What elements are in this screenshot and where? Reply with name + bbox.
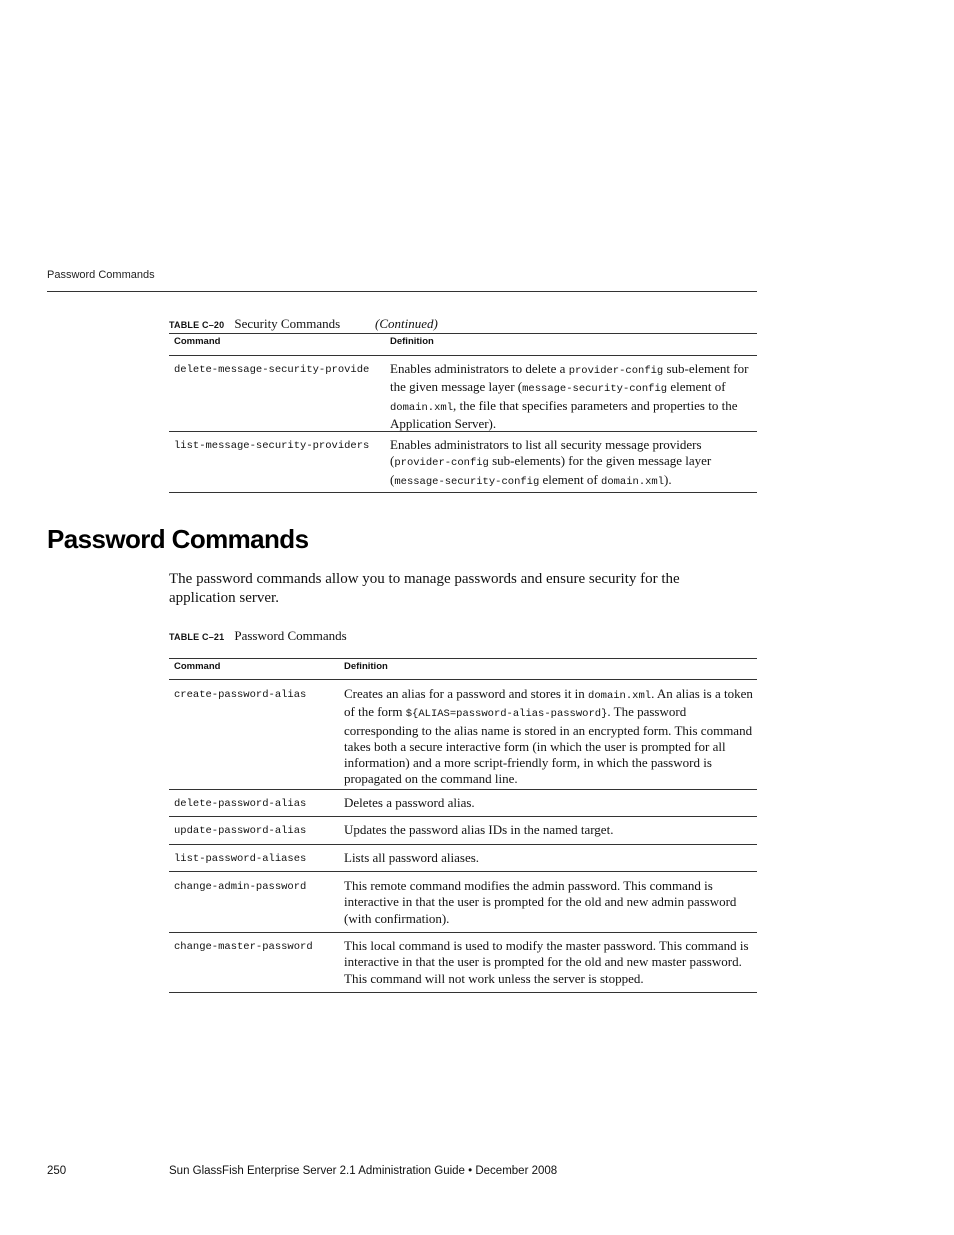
running-header: Password Commands (47, 269, 155, 281)
footer-title: Sun GlassFish Enterprise Server 2.1 Administration Guide • December 2008 (169, 1165, 558, 1177)
footer-page-number: 250 (47, 1165, 67, 1177)
table-c21-row-rule (169, 816, 757, 817)
table-c20-continued: (Continued) (375, 316, 438, 331)
table-c20-row-2-command: list-message-security-providers (174, 440, 370, 452)
header-rule (47, 291, 757, 292)
table-c21-row-4-command: list-password-aliases (174, 853, 307, 865)
table-c21-row-4-definition: Lists all password aliases. (344, 850, 480, 865)
table-c21-row-1-command: create-password-alias (174, 689, 307, 701)
table-c21-row-2-definition: Deletes a password alias. (344, 795, 475, 810)
table-c21-row-3-definition: Updates the password alias IDs in the named target. (344, 822, 614, 837)
table-c21-row-rule (169, 871, 757, 872)
table-c21-header-rule (169, 679, 757, 680)
table-c20-bottom-rule (169, 492, 757, 493)
table-c20-header-definition: Definition (390, 336, 434, 347)
table-c21-row-rule (169, 932, 757, 933)
table-c20-header-command: Command (174, 336, 221, 347)
table-c20-row-rule (169, 431, 757, 432)
table-c21-row-5-definition: This remote command modifies the admin password. This command is interactive in that the user is prompted for the old and new admin password (with confirmation). (344, 878, 737, 926)
table-c20-number: TABLE C–20 (169, 320, 225, 330)
table-c21-row-2-command: delete-password-alias (174, 798, 307, 810)
table-c20-row-2-definition: Enables administrators to list all security message providers (provider-config sub-elements) for the given message layer (message-security-config element of domain.xml). (390, 437, 712, 488)
table-c20-caption (169, 316, 438, 332)
table-c21-header-command: Command (174, 661, 221, 672)
table-c21-caption (169, 628, 347, 644)
table-c21-bottom-rule (169, 992, 757, 993)
table-c20-top-rule (169, 333, 757, 334)
table-c21-row-6-definition: This local command is used to modify the master password. This command is interactive in that the user is prompted for the old and new master password. This command will not work unless the server is stopped. (344, 938, 749, 986)
table-c20-row-1-command: delete-message-security-provide (174, 364, 370, 376)
table-c21-row-rule (169, 844, 757, 845)
table-c21-row-3-command: update-password-alias (174, 825, 307, 837)
section-title: Password Commands (47, 524, 309, 554)
table-c21-row-6-command: change-master-password (174, 941, 313, 953)
table-c21-title: Password Commands (234, 628, 347, 643)
table-c21-number: TABLE C–21 (169, 632, 225, 642)
table-c21-row-1-definition: Creates an alias for a password and stores it in domain.xml. An alias is a token of the form ${ALIAS=password-alias-password}. The password corresponding to the alias name is stored in an encrypted form. This command takes both a secure interactive form (in which the user is prompted for all information) and a more script-friendly form, in which the password is propagated on the command line. (344, 686, 753, 787)
table-c21-row-5-command: change-admin-password (174, 881, 307, 893)
intro-paragraph: The password commands allow you to manage passwords and ensure security for the application server. (169, 571, 680, 606)
table-c20-row-1-definition: Enables administrators to delete a provider-config sub-element for the given message layer (message-security-config element of domain.xml, the file that specifies parameters and properties to the Application Server). (390, 361, 749, 431)
table-c20-title: Security Commands (234, 316, 341, 331)
table-c21-header-definition: Definition (344, 661, 388, 672)
table-c21-row-rule (169, 789, 757, 790)
table-c20-header-rule (169, 355, 757, 356)
table-c21-top-rule (169, 658, 757, 659)
